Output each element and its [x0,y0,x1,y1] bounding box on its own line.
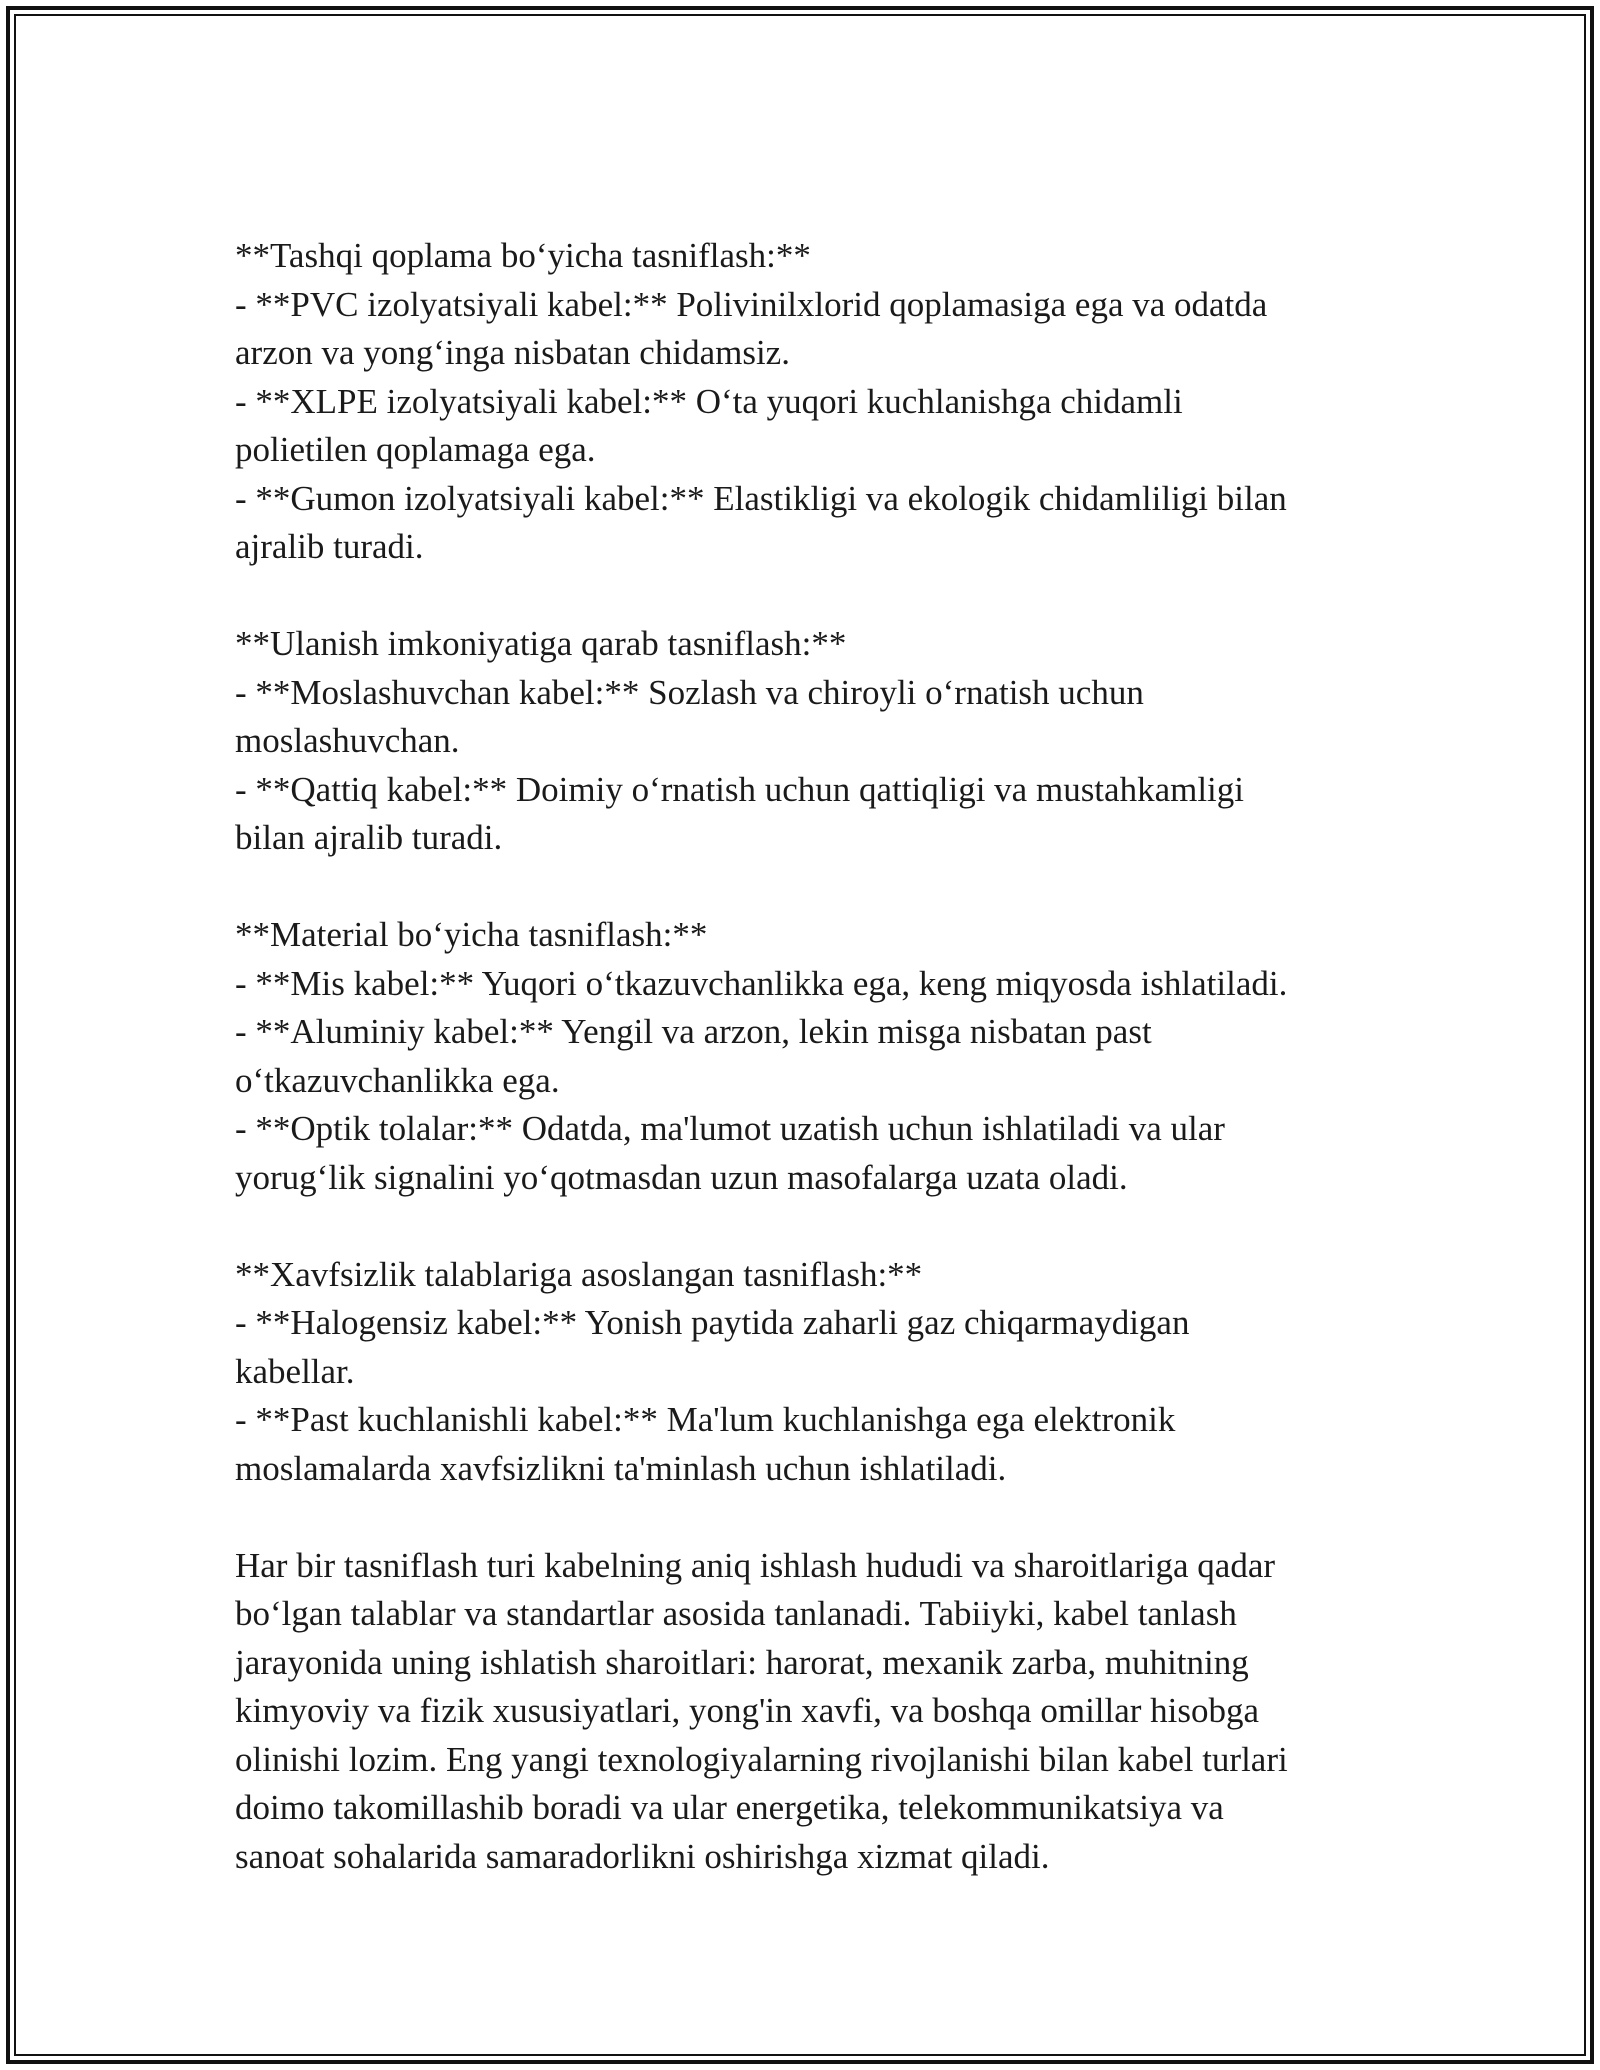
list-item-line: - **Qattiq kabel:** Doimiy o‘rnatish uchun qattiqligi va mustahkamligi [235,769,1245,809]
list-item-line: - **Aluminiy kabel:** Yengil va arzon, lekin misga nisbatan past [235,1012,1152,1051]
list-item [235,1299,1365,1396]
list-item [235,960,1365,1009]
paragraph-line: olinishi lozim. Eng yangi texnologiyalarning rivojlanishi bilan kabel turlari [235,1739,1288,1779]
list-item [235,475,1365,572]
list-item-line: - **Gumon izolyatsiyali kabel:** Elastikligi va ekologik chidamliligi bilan [235,478,1287,518]
list-item-line: kabellar. [235,1351,355,1391]
list-item-line: o‘tkazuvchanlikka ega. [235,1060,560,1100]
list-item-line: yorug‘lik signalini yo‘qotmasdan uzun masofalarga uzata oladi. [235,1157,1128,1197]
list-item [235,766,1365,863]
closing-paragraph [235,1542,1365,1882]
list-item-line: - **Past kuchlanishli kabel:** Ma'lum kuchlanishga ega elektronik [235,1400,1176,1439]
list-item-line: - **XLPE izolyatsiyali kabel:** O‘ta yuqori kuchlanishga chidamli [235,381,1183,421]
section-outer-covering [235,232,1365,572]
list-item [235,1105,1365,1202]
section-safety [235,1251,1365,1494]
list-item [235,281,1365,378]
list-item-line: - **Halogensiz kabel:** Yonish paytida zaharli gaz chiqarmaydigan [235,1303,1190,1342]
document-body [235,232,1365,1881]
paragraph-line: sanoat sohalarida samaradorlikni oshirishga xizmat qiladi. [235,1836,1050,1876]
list-item-line: polietilen qoplamaga ega. [235,430,596,469]
section-heading: **Ulanish imkoniyatiga qarab tasniflash:** [235,624,847,663]
paragraph-gap [235,572,1365,621]
paragraph-line: doimo takomillashib boradi va ular energetika, telekommunikatsiya va [235,1788,1224,1827]
list-item-line: moslamalarda xavfsizlikni ta'minlash uchun ishlatiladi. [235,1448,1007,1488]
paragraph-line: jarayonida uning ishlatish sharoitlari: harorat, mexanik zarba, muhitning [235,1642,1249,1682]
section-material [235,911,1365,1202]
paragraph-gap [235,1202,1365,1251]
paragraph-line: bo‘lgan talablar va standartlar asosida tanlanadi. Tabiiyki, kabel tanlash [235,1594,1237,1633]
list-item-line: ajralib turadi. [235,527,424,566]
list-item-line: - **Moslashuvchan kabel:** Sozlash va chiroyli o‘rnatish uchun [235,672,1144,712]
paragraph-line: Har bir tasniflash turi kabelning aniq ishlash hududi va sharoitlariga qadar [235,1545,1276,1585]
list-item [235,669,1365,766]
paragraph-gap [235,863,1365,912]
section-heading: **Xavfsizlik talablariga asoslangan tasniflash:** [235,1254,923,1294]
section-heading: **Material bo‘yicha tasniflash:** [235,915,708,954]
paragraph-line: kimyoviy va fizik xususiyatlari, yong'in xavfi, va boshqa omillar hisobga [235,1691,1260,1730]
list-item [235,1008,1365,1105]
list-item-line: arzon va yong‘inga nisbatan chidamsiz. [235,333,790,372]
list-item [235,378,1365,475]
list-item-line: - **Mis kabel:** Yuqori o‘tkazuvchanlikka ega, keng miqyosda ishlatiladi. [235,963,1288,1003]
list-item-line: moslashuvchan. [235,721,460,760]
list-item-line: - **Optik tolalar:** Odatda, ma'lumot uzatish uchun ishlatiladi va ular [235,1109,1225,1148]
section-connection [235,620,1365,863]
list-item [235,1396,1365,1493]
section-heading: **Tashqi qoplama bo‘yicha tasniflash:** [235,236,811,275]
list-item-line: bilan ajralib turadi. [235,818,503,857]
paragraph-gap [235,1493,1365,1542]
list-item-line: - **PVC izolyatsiyali kabel:** Polivinilxlorid qoplamasiga ega va odatda [235,284,1268,324]
